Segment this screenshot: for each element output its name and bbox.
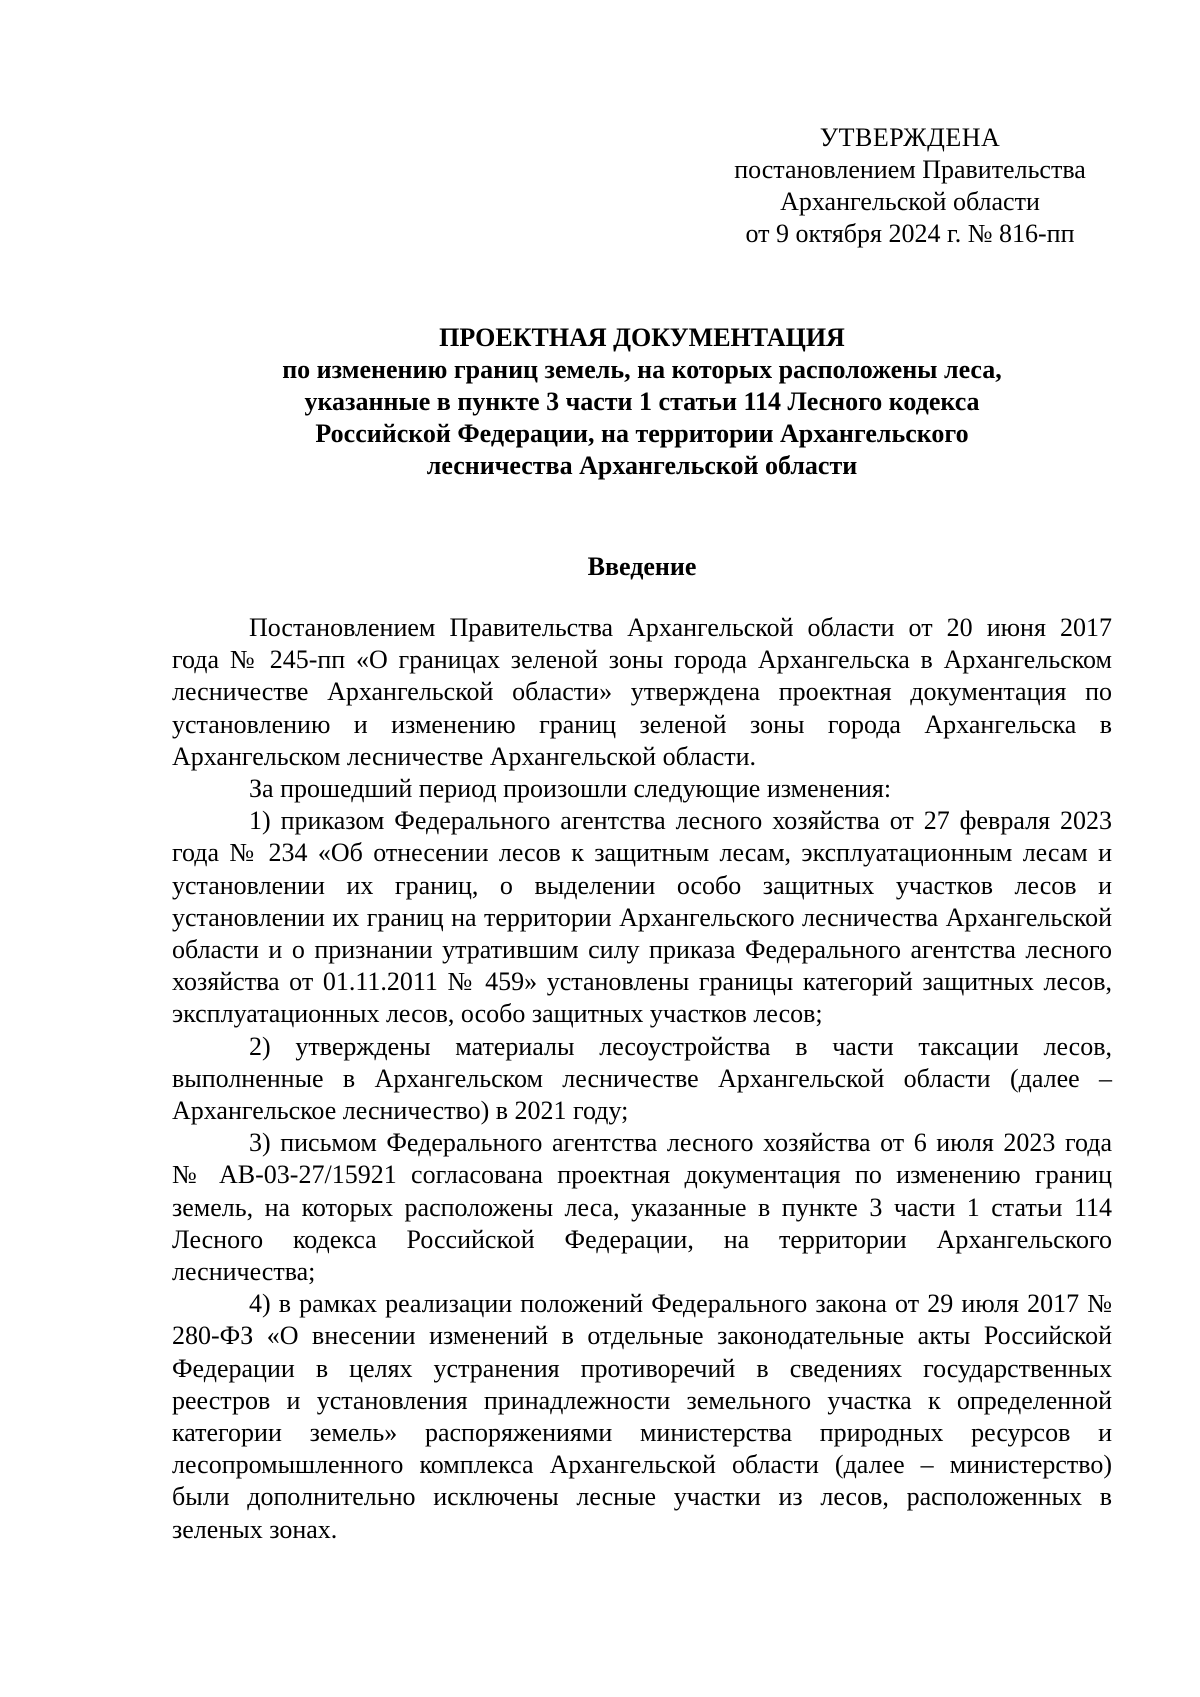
list-item-2: 2) утверждены материалы лесоустройства в части таксации лесов, выполненные в Архангельском лесничестве Архангельской области (далее – Архангельское лесничество) в 2021 году; xyxy=(172,1031,1112,1126)
title-line-3: указанные в пункте 3 части 1 статьи 114 Лесного кодекса xyxy=(304,387,980,416)
approval-issuer-line: постановлением Правительства xyxy=(734,155,1086,184)
list-item-3: 3) письмом Федерального агентства лесного хозяйства от 6 июля 2023 года № АВ-03-27/15921 согласована проектная документация по изменению границ земель, на которых расположены леса, указанные в пункте 3 части 1 статьи 114 Лесного кодекса Российской Федерации, на территории Архангельского лесничества; xyxy=(172,1128,1112,1287)
approval-stamp-block xyxy=(690,122,1130,250)
approval-region-line: Архангельской области xyxy=(780,187,1040,216)
document-title xyxy=(172,322,1112,482)
title-line-2: по изменению границ земель, на которых расположены леса, xyxy=(282,355,1002,384)
list-item-1: 1) приказом Федерального агентства лесного хозяйства от 27 февраля 2023 года № 234 «Об отнесении лесов к защитным лесам, эксплуатационным лесам и установлении их границ, о выделении особо защитных участков лесов и установлении их границ на территории Архангельского лесничества Архангельской области и о признании утратившим силу приказа Федерального агентства лесного хозяйства от 01.11.2011 № 459» установлены границы категорий защитных лесов, эксплуатационных лесов, особо защитных участков лесов; xyxy=(172,806,1112,1029)
approval-stamp-word: УТВЕРЖДЕНА xyxy=(819,123,1001,152)
title-line-5: лесничества Архангельской области xyxy=(426,451,858,480)
paragraph-changes-intro: За прошедший период произошли следующие изменения: xyxy=(249,774,892,804)
body-text xyxy=(172,612,1112,1546)
paragraph-resolution: Постановлением Правительства Архангельской области от 20 июня 2017 года № 245-пп «О границах зеленой зоны города Архангельска в Архангельском лесничестве Архангельской области» утверждена проектная документация по установлению и изменению границ зеленой зоны города Архангельска в Архангельском лесничестве Архангельской области. xyxy=(172,613,1112,771)
title-line-1: ПРОЕКТНАЯ ДОКУМЕНТАЦИЯ xyxy=(439,323,845,352)
list-item-4: 4) в рамках реализации положений Федерального закона от 29 июля 2017 № 280-ФЗ «О внесении изменений в отдельные законодательные акты Российской Федерации в целях устранения противоречий в сведениях государственных реестров и установления принадлежности земельного участка к определенной категории земель» распоряжениями министерства природных ресурсов и лесопромышленного комплекса Архангельской области (далее – министерство) были дополнительно исключены лесные участки из лесов, расположенных в зеленых зонах. xyxy=(172,1289,1112,1544)
approval-date-number-line: от 9 октября 2024 г. № 816-пп xyxy=(745,219,1075,248)
title-line-4: Российской Федерации, на территории Архангельского xyxy=(315,419,969,448)
section-heading-introduction: Введение xyxy=(587,552,697,581)
